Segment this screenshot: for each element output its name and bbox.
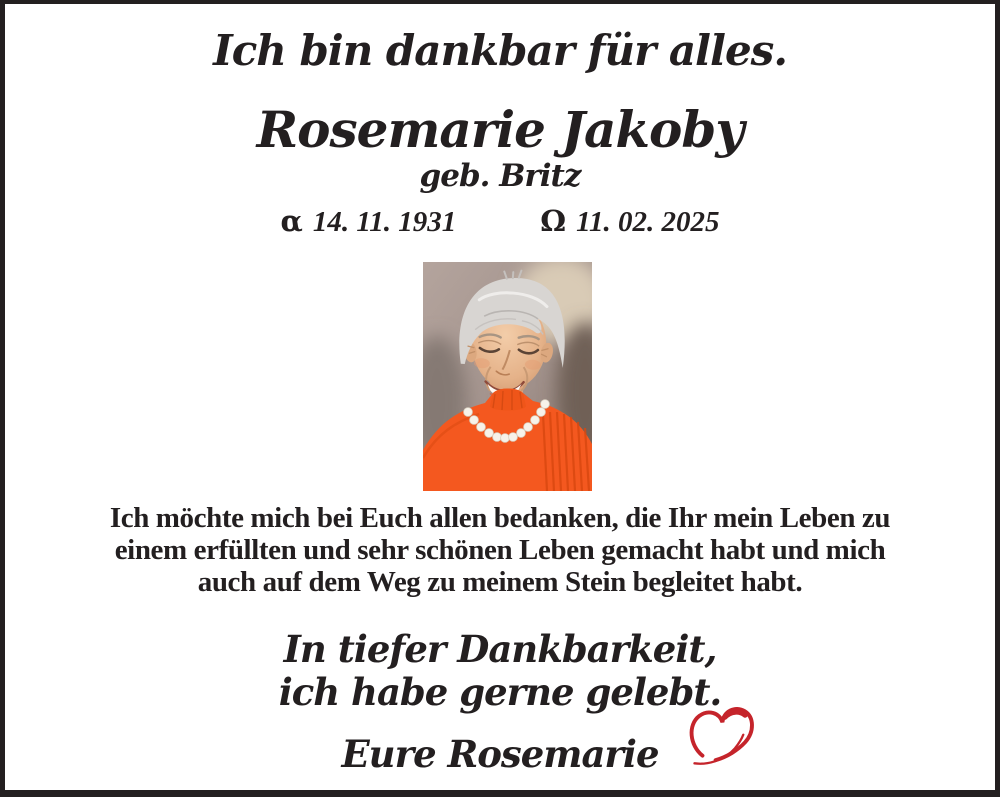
closing-line: ich habe gerne gelebt. bbox=[278, 670, 722, 714]
thank-you-message bbox=[5, 502, 995, 598]
deceased-name: Rosemarie Jakoby bbox=[256, 100, 744, 159]
message-line: auch auf dem Weg zu meinem Stein begleitet habt. bbox=[197, 566, 803, 598]
signature: Eure Rosemarie bbox=[341, 732, 659, 776]
alpha-birth-icon: α bbox=[280, 204, 303, 238]
closing-words bbox=[5, 628, 995, 714]
heart-icon bbox=[688, 704, 756, 770]
message-line: einem erfüllten und sehr schönen Leben gemacht habt und mich bbox=[114, 534, 886, 566]
death-date: 11. 02. 2025 bbox=[576, 206, 720, 238]
birth-date-row bbox=[281, 204, 457, 239]
closing-line: In tiefer Dankbarkeit, bbox=[283, 627, 717, 671]
death-date-row bbox=[540, 204, 719, 239]
omega-death-icon: Ω bbox=[540, 204, 567, 238]
birth-date: 14. 11. 1931 bbox=[312, 206, 457, 238]
life-dates bbox=[5, 204, 995, 239]
portrait-photo-illustration bbox=[423, 262, 592, 491]
portrait-photo bbox=[423, 262, 592, 491]
message-line: Ich möchte mich bei Euch allen bedanken, die Ihr mein Leben zu bbox=[109, 502, 891, 534]
maiden-name: geb. Britz bbox=[419, 158, 581, 194]
notice-headline: Ich bin dankbar für alles. bbox=[213, 26, 787, 75]
